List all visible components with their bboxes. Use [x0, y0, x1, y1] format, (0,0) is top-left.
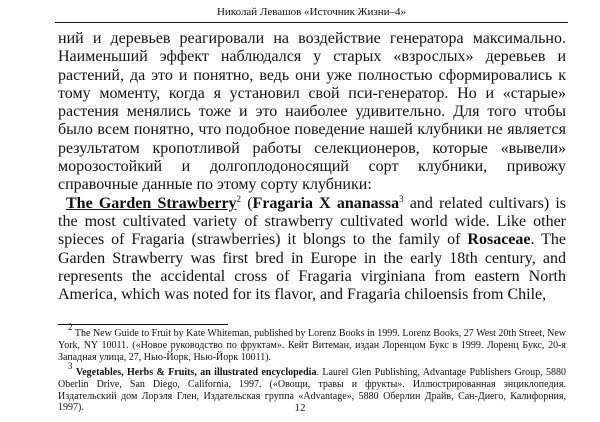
paren-open: ( [241, 194, 253, 212]
footnote-2-text: The New Guide to Fruit by Kate Whiteman, published by Lorenz Books in 1999. Lorenz Books, 27 West 20th Street, New York, NY 10011. («Новое руководство по фруктам». Кейт Витеман, издан Лоренцом Букс в 1999. Лоренц Букс, 20-я Западная улица, 27, Нью-Йорк, Нью-Йорк 10011). [58, 328, 566, 363]
paragraph-2-text-1: and related cultivars) is the most cultivated variety of strawberry cultivated world wide. Like other spieces of Fragaria (strawberries) it blongs to the family of [58, 194, 567, 249]
footnote-2-marker: 2 [68, 322, 73, 332]
footnote-ref-2: 2 [236, 193, 242, 204]
footnote-2 [58, 322, 566, 364]
strawberry-title: The Garden Strawberry [66, 194, 237, 212]
latin-name: Fragaria X ananassa [252, 194, 400, 212]
paragraph-2 [58, 195, 566, 305]
running-header: Николай Левашов «Источник Жизни–4» [216, 6, 407, 18]
page-number: 12 [294, 402, 306, 414]
footnote-3-marker: 3 [68, 360, 73, 371]
footnote-3-book-title: Vegetables, Herbs & Fruits, an illustrated encyclopedia [75, 366, 317, 378]
header-rule [55, 22, 568, 23]
footnote-separator [58, 324, 228, 325]
footnote-3-text: . Laurel Glen Publishing, Advantage Publishers Group, 5880 Oberlin Drive, San Diego, California, 1997. («Овощи, травы и фрукты». Иллюстрированная энциклопедия. Издательский дом Лорэля Глен, Издательская группа «Advantage», 5880 Оберлин Драйв, Сан-Диего, Калифорния, 1997). [58, 366, 567, 414]
paragraph-1: ний и деревьев реагировали на воздействие генератора максимально. Наименьший эффект наблюдался у старых «взрослых» деревьев и растений, да это и понятно, ведь они уже полностью сформировались к тому моменту, когда я установил свой пси-генератор. Но и «старые» растения менялись тоже и это наиболее удивительно. Для того чтобы было всем понятно, что подобное поведение нашей клубники не является результатом кропотливой работы селекционеров, которые «вывели» морозостойкий и долгоплодоносящий сорт клубники, привожу справочные данные по этому сорту клубники: [58, 30, 566, 194]
family-name: Rosaceae [467, 231, 531, 249]
main-text [58, 30, 566, 304]
footnote-ref-3: 3 [399, 193, 404, 204]
paragraph-2-text-2: . The Garden Strawberry was first bred in Europe in the early 18th century, and represents the accidental cross of Fragaria virginiana from eastern North America, which was noted for its flavor, and Fragaria chiloensis from Chile, [58, 231, 566, 304]
